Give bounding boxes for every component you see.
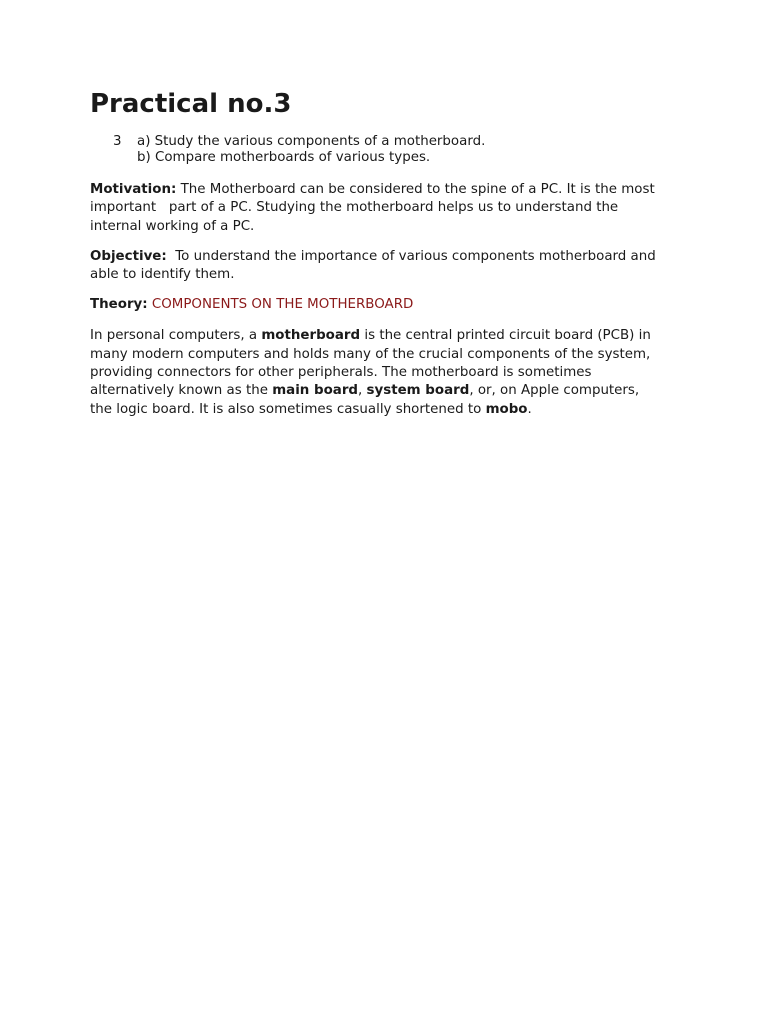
intro-text: alternatively known as the [90,383,273,399]
intro-text: In personal computers, a [90,328,262,344]
intro-text: the logic board. It is also sometimes casually shortened to [90,401,486,417]
document-page [90,88,680,431]
motivation-paragraph [90,181,680,236]
task-item-a: a) Study the various components of a motherboard. [137,134,486,149]
objective-label: Objective: [90,248,167,264]
theory-heading: COMPONENTS ON THE MOTHERBOARD [151,297,414,313]
objective-line-1: To understand the importance of various components motherboard and [166,248,656,264]
motivation-label: Motivation: [90,182,177,197]
task-item-b: b) Compare motherboards of various types. [137,150,431,165]
intro-line-2: many modern computers and holds many of the crucial components of the system, [90,346,651,362]
page-title: Practical no.3 [90,89,292,119]
intro-bold-mobo: mobo [485,401,528,417]
intro-text: . [527,401,532,417]
intro-text: , or, on Apple computers, [469,383,640,399]
objective-paragraph [90,248,680,285]
intro-text: is the central printed circuit board (PCB) in [360,328,651,344]
task-number: 3 [113,134,122,149]
task-list [90,134,680,166]
motivation-line-2: important part of a PC. Studying the motherboard helps us to understand the [90,200,619,216]
intro-bold-main-board: main board [272,383,359,399]
intro-paragraph [90,327,680,418]
intro-bold-system-board: system board [366,383,470,399]
intro-line-3: providing connectors for other peripherals. The motherboard is sometimes [90,365,592,381]
objective-line-2: able to identify them. [90,267,235,283]
theory-line [90,296,680,314]
motivation-line-1: The Motherboard can be considered to the spine of a PC. It is the most [176,182,655,197]
task-lines [137,134,485,166]
theory-label: Theory: [90,297,148,313]
intro-text: , [358,383,367,399]
motivation-line-3: internal working of a PC. [90,218,255,234]
intro-bold-motherboard: motherboard [261,328,361,344]
